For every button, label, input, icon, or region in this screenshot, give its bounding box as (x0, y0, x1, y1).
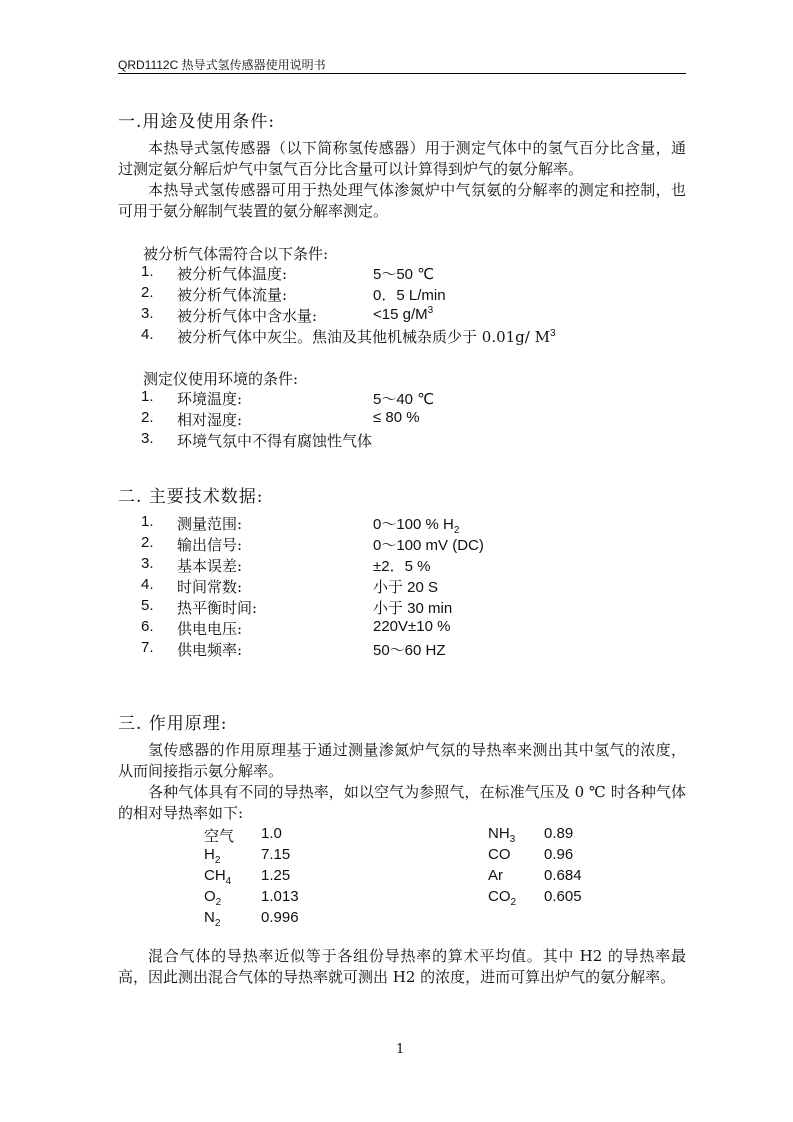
list-value-text: 小于 30 min (373, 600, 453, 617)
subscript: 4 (225, 876, 232, 887)
list-label (177, 430, 372, 451)
list-value (373, 576, 438, 597)
list-label-text: 热平衡时间: (177, 599, 258, 617)
list-row (0, 388, 793, 408)
list-label-text: 被分析气体流量: (177, 286, 288, 304)
list-value (373, 639, 446, 660)
list-value-text: 50～60 HZ (373, 642, 446, 659)
list-number: 6. (141, 618, 154, 635)
list-number: 1. (141, 263, 154, 280)
section-3-paragraph-1: 氢传感器的作用原理基于通过测量渗氮炉气氛的导热率来测出其中氢气的浓度，从而间接指示氨分解率。 (118, 741, 686, 780)
subscript: 2 (215, 897, 222, 908)
gas-conductivity: 0.605 (544, 888, 582, 905)
gas-name (488, 846, 511, 863)
list-label (177, 326, 556, 347)
document-header: QRD1112C 热导式氢传感器使用说明书 (118, 58, 326, 72)
subscript: 2 (453, 525, 460, 536)
list-number: 3. (141, 305, 154, 322)
gas-name (204, 846, 220, 866)
list-label-text: 基本误差: (177, 557, 243, 575)
list-row (0, 430, 793, 450)
list-label-text: 供电频率: (177, 641, 243, 659)
gas-formula: 空气 (204, 828, 235, 845)
list-row (0, 534, 793, 554)
list-label (177, 576, 242, 597)
section-2-title: 二. 主要技术数据: (118, 487, 264, 507)
gas-formula: N (204, 909, 215, 926)
list-value-text: 0．5 L/min (373, 287, 446, 304)
gas-conductivity: 0.684 (544, 867, 582, 884)
list-label (177, 555, 242, 576)
list-value (373, 284, 446, 305)
gas-conductivity: 0.89 (544, 825, 574, 842)
subscript: 3 (509, 834, 516, 845)
list-number: 2. (141, 534, 154, 551)
list-value-text: 0～100 % H (373, 516, 454, 533)
gas-formula: CO (488, 846, 511, 863)
subscript: 2 (510, 897, 517, 908)
superscript: 3 (427, 305, 434, 316)
list-row (0, 639, 793, 659)
list-value (373, 388, 434, 409)
list-label-text: 相对湿度: (177, 411, 243, 429)
gas-conductivity: 7.15 (261, 846, 291, 863)
list-value-text: <15 g/M (373, 306, 428, 323)
gas-name (488, 825, 515, 845)
section-3-title: 三. 作用原理: (118, 714, 228, 734)
section-1-title: 一.用途及使用条件: (118, 112, 276, 132)
section-3-paragraph-3: 混合气体的导热率近似等于各组份导热率的算术平均值。其中 H2 的导热率最高，因此测出混合气体的导热率就可测出 H2 的浓度，进而可算出炉气的氨分解率。 (118, 947, 686, 986)
list-value (373, 263, 434, 284)
list-label-text: 环境温度: (177, 390, 243, 408)
list-label (177, 618, 242, 639)
list-value (373, 513, 459, 536)
list-row (0, 284, 793, 304)
list-value-text: 220V±10 % (373, 618, 451, 635)
gas-name (204, 867, 231, 887)
list-value-text: 5～40 ℃ (373, 391, 435, 408)
list-label (177, 639, 242, 660)
subscript: 2 (214, 855, 221, 866)
list-row (0, 326, 793, 346)
gas-name (488, 867, 503, 884)
list-value (373, 305, 433, 323)
list-label-text: 被分析气体中含水量: (177, 307, 318, 325)
list-label (177, 263, 287, 284)
gas-conductivity: 1.0 (261, 825, 282, 842)
list-row (0, 597, 793, 617)
list-number: 4. (141, 326, 154, 343)
list-label (177, 409, 242, 430)
list-number: 1. (141, 513, 154, 530)
gas-formula: CO (488, 888, 511, 905)
list-value (373, 618, 450, 635)
list-number: 7. (141, 639, 154, 656)
gas-conductivity: 0.996 (261, 909, 299, 926)
page-number: 1 (396, 1042, 405, 1057)
section-1-paragraph-1: 本热导式氢传感器（以下简称氢传感器）用于测定气体中的氢气百分比含量，通过测定氨分解后炉气中氢气百分比含量可以计算得到炉气的氨分解率。 (118, 139, 686, 178)
list-label-text: 环境气氛中不得有腐蚀性气体 (177, 432, 373, 450)
list-label (177, 284, 287, 305)
list-value-text: 小于 20 S (373, 579, 439, 596)
section-1-paragraph-2: 本热导式氢传感器可用于热处理气体渗氮炉中气氛氨的分解率的测定和控制，也可用于氨分解制气装置的氨分解率测定。 (118, 181, 686, 220)
section-3-paragraph-2: 各种气体具有不同的导热率，如以空气为参照气，在标准气压及 0 ℃ 时各种气体的相对导热率如下: (118, 783, 686, 822)
list-label-text: 输出信号: (177, 536, 243, 554)
list-row (0, 555, 793, 575)
list-label (177, 305, 317, 326)
gas-name (204, 909, 220, 929)
list-label (177, 597, 257, 618)
list-number: 2. (141, 284, 154, 301)
gas-name (488, 888, 516, 908)
list-number: 3. (141, 430, 154, 447)
list-row (0, 409, 793, 429)
list-value (373, 555, 430, 576)
gas-conditions-intro: 被分析气体需符合以下条件: (143, 245, 329, 263)
gas-conductivity: 1.013 (261, 888, 299, 905)
env-conditions-intro: 测定仪使用环境的条件: (143, 370, 299, 388)
list-value-text: ±2．5 % (373, 558, 431, 575)
list-row (0, 618, 793, 638)
list-row (0, 513, 793, 536)
gas-name (204, 888, 221, 908)
list-number: 3. (141, 555, 154, 572)
list-number: 5. (141, 597, 154, 614)
list-label (177, 534, 242, 555)
list-row (0, 263, 793, 283)
list-label-text: 供电电压: (177, 620, 243, 638)
gas-formula: O (204, 888, 216, 905)
superscript: 3 (549, 328, 556, 339)
list-value (373, 534, 484, 555)
gas-formula: NH (488, 825, 510, 842)
gas-name (204, 825, 234, 846)
gas-formula: CH (204, 867, 226, 884)
list-number: 4. (141, 576, 154, 593)
list-value-text: ≤ 80 % (373, 409, 420, 426)
list-label-text: 测量范围: (177, 515, 243, 533)
list-row (0, 305, 793, 325)
list-value-text: 0～100 mV (DC) (373, 537, 484, 554)
list-number: 1. (141, 388, 154, 405)
list-value (373, 409, 420, 426)
subscript: 2 (214, 918, 221, 929)
list-value (373, 597, 452, 618)
header-divider (118, 73, 686, 74)
list-label (177, 388, 242, 409)
gas-conductivity: 1.25 (261, 867, 291, 884)
gas-conductivity: 0.96 (544, 846, 574, 863)
list-value-text: 5～50 ℃ (373, 266, 435, 283)
list-number: 2. (141, 409, 154, 426)
list-label-text: 被分析气体温度: (177, 265, 288, 283)
gas-formula: Ar (488, 867, 503, 884)
list-label-text: 时间常数: (177, 578, 243, 596)
list-label (177, 513, 242, 534)
gas-formula: H (204, 846, 215, 863)
list-row (0, 576, 793, 596)
list-label-text: 被分析气体中灰尘。焦油及其他机械杂质少于 0.01g/ M (177, 328, 550, 346)
